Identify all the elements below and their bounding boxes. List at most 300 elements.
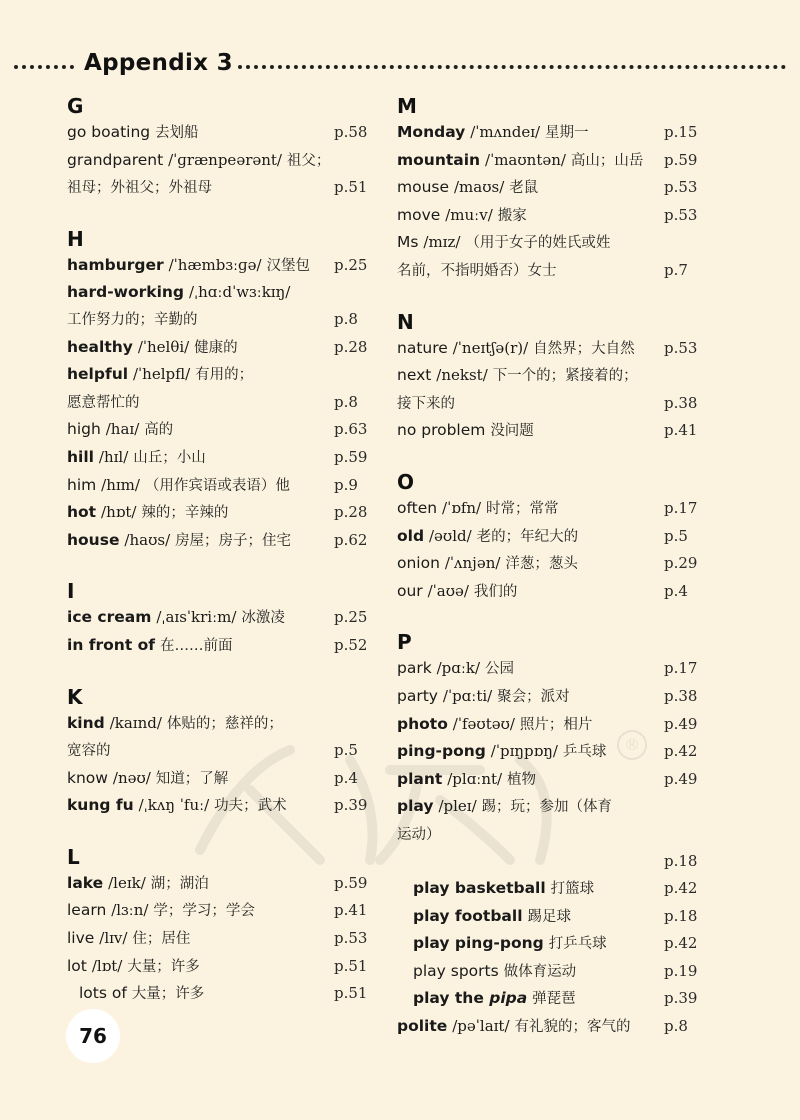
entry-line [397, 147, 699, 175]
entry-line [67, 710, 369, 738]
phonetic-transcription: /lɜːn/ [111, 901, 149, 920]
phonetic-transcription: /ˈʌnjən/ [444, 554, 501, 573]
entry-line [397, 335, 699, 363]
entry-line [67, 765, 369, 793]
headword: lots of [79, 984, 127, 1003]
glossary-entry [67, 925, 369, 953]
glossary-entry [397, 523, 699, 551]
phonetic-transcription: /nəʊ/ [112, 768, 151, 787]
headword: hot [67, 503, 97, 522]
phonetic-transcription: /hɒt/ [101, 503, 137, 522]
page-reference: p.25 [334, 608, 368, 627]
glossary-entry [397, 793, 699, 875]
headword: live [67, 929, 95, 948]
page-reference: p.63 [334, 420, 368, 439]
entry-line [397, 655, 699, 683]
page-reference: p.38 [664, 686, 698, 705]
page-number: 76 [66, 1009, 120, 1063]
entry-line [67, 792, 369, 820]
entry-line [397, 119, 699, 147]
page-reference: p.17 [664, 498, 698, 517]
entry-line [397, 848, 699, 875]
page-reference: p.59 [664, 150, 698, 169]
headword: our [397, 581, 423, 600]
glossary-entry [67, 870, 369, 898]
chinese-definition: 我们的 [473, 583, 518, 600]
phonetic-transcription: /ˈhæmbɜːɡə/ [168, 255, 262, 274]
page-reference: p.5 [664, 526, 688, 545]
phonetic-transcription: /ˈhelθi/ [137, 337, 190, 356]
phonetic-transcription: /nekst/ [436, 366, 488, 385]
page-reference: p.25 [334, 255, 368, 274]
glossary-entry [67, 710, 369, 765]
headword: next [397, 366, 432, 385]
headword: lake [67, 873, 104, 892]
chinese-definition: 踢足球 [527, 908, 571, 925]
page-reference: p.42 [664, 879, 698, 898]
glossary-entry [67, 416, 369, 444]
glossary-entry [397, 655, 699, 683]
section-letter: H [67, 226, 84, 251]
glossary-subentry [397, 875, 699, 903]
glossary-section [397, 469, 699, 605]
page-reference: p.17 [664, 659, 698, 678]
glossary-entry [397, 202, 699, 230]
phonetic-transcription: /pɑːk/ [436, 659, 481, 678]
chinese-definition: 打篮球 [550, 881, 595, 898]
entry-line [67, 925, 369, 953]
headword: healthy [67, 337, 133, 356]
phonetic-transcription: /lɒt/ [91, 956, 123, 975]
glossary-entry [397, 578, 699, 606]
chinese-definition: 弹琵琶 [532, 991, 576, 1008]
phonetic-transcription: /pleɪ/ [438, 797, 477, 816]
entry-line [397, 793, 699, 821]
appendix-title: Appendix 3 [84, 50, 233, 76]
entry-line [67, 870, 369, 898]
phonetic-transcription: /hɪm/ [101, 475, 140, 494]
entry-line [397, 985, 699, 1013]
chinese-definition: 公园 [485, 661, 515, 678]
page-reference: p.62 [334, 530, 368, 549]
entry-line [67, 953, 369, 981]
chinese-definition: 洋葱；葱头 [505, 556, 578, 573]
entry-line [397, 683, 699, 711]
headword: onion [397, 554, 440, 573]
headword: helpful [67, 365, 129, 384]
page-reference: p.19 [664, 961, 698, 980]
headword: no problem [397, 421, 486, 440]
entry-line [67, 472, 369, 500]
entry-line [397, 174, 699, 202]
headword: know [67, 768, 108, 787]
entry-line [67, 361, 369, 389]
chinese-definition: 冰激凌 [241, 610, 285, 627]
chinese-definition: 接下来的 [397, 395, 455, 412]
chinese-definition: 照片；相片 [519, 716, 593, 733]
entry-line [67, 632, 369, 660]
glossary-entry [67, 632, 369, 660]
glossary-column-left [67, 93, 369, 1032]
chinese-definition: 没问题 [490, 423, 534, 440]
headword: nature [397, 338, 448, 357]
headword: go boating [67, 123, 151, 141]
glossary-entry [397, 174, 699, 202]
chinese-definition: 名前，不指明婚否）女士 [397, 262, 557, 279]
chinese-definition: 乒乓球 [562, 744, 607, 761]
page-reference: p.28 [334, 503, 368, 522]
chinese-definition: 老鼠 [509, 180, 539, 197]
chinese-definition: 愿意帮忙的 [67, 394, 140, 411]
glossary-entry [397, 229, 699, 284]
page-reference: p.8 [334, 392, 358, 411]
phonetic-transcription: /ˈneɪtʃə(r)/ [452, 338, 529, 357]
section-letter: O [397, 469, 415, 494]
phonetic-transcription: /ˌkʌŋ ˈfuː/ [138, 796, 210, 815]
headword: high [67, 420, 101, 439]
entry-line [67, 279, 369, 306]
chinese-definition: 大量；许多 [127, 958, 200, 975]
chinese-definition: 汉堡包 [266, 257, 311, 274]
phonetic-transcription: /ˈhelpfl/ [132, 365, 191, 384]
headword: kind [67, 713, 105, 732]
glossary-subentry [397, 958, 699, 986]
section-letter: M [397, 94, 417, 118]
entry-line [67, 147, 369, 175]
phonetic-transcription: /ˈmʌndeɪ/ [470, 123, 541, 141]
headword: park [397, 659, 432, 678]
phonetic-transcription: /ˈaʊə/ [427, 581, 469, 600]
page-reference: p.49 [664, 769, 698, 788]
phonetic-transcription: /ˈɒfn/ [442, 498, 482, 517]
page-reference: p.28 [334, 337, 368, 356]
page-reference: p.4 [664, 581, 688, 600]
phonetic-transcription: /ˌaɪsˈkriːm/ [156, 608, 237, 627]
page-reference: p.41 [334, 901, 368, 920]
entry-line [67, 527, 369, 555]
section-letter: N [397, 309, 414, 334]
glossary-entry [397, 1013, 699, 1041]
chinese-definition: 湖；湖泊 [150, 875, 209, 892]
page-reference: p.39 [664, 989, 698, 1008]
headword-italic: pipa [489, 989, 528, 1008]
headword: party [397, 686, 438, 705]
entry-line [67, 980, 369, 1008]
glossary-entry [67, 334, 369, 362]
glossary-entry [397, 766, 699, 794]
page-reference: p.53 [334, 929, 368, 948]
glossary-entry [67, 499, 369, 527]
chinese-definition: 搬家 [497, 207, 527, 224]
headword: polite [397, 1017, 448, 1036]
chinese-definition: 自然界；大自然 [533, 340, 635, 357]
glossary-entry [397, 683, 699, 711]
headword: ping-pong [397, 742, 486, 761]
page-reference: p.51 [334, 984, 368, 1003]
headword: mouse [397, 178, 450, 197]
phonetic-transcription: /ˈmaʊntən/ [485, 150, 566, 169]
page-reference: p.53 [664, 205, 698, 224]
entry-line [397, 738, 699, 766]
page-reference: p.53 [664, 338, 698, 357]
section-letter: L [67, 844, 80, 869]
headword: play football [413, 906, 523, 925]
page-reference: p.51 [334, 956, 368, 975]
entry-line [397, 390, 699, 418]
registered-mark-watermark: ® [617, 730, 647, 760]
section-letter: P [397, 630, 412, 655]
chinese-definition: 有用的； [195, 367, 254, 384]
page-reference: p.8 [334, 309, 358, 328]
headword: in front of [67, 635, 156, 654]
headword: often [397, 498, 438, 517]
entry-line [397, 875, 699, 903]
chinese-definition: （用于女子的姓氏或姓 [465, 235, 611, 252]
glossary-entry [397, 738, 699, 766]
entry-line [397, 202, 699, 230]
glossary-section [67, 93, 369, 202]
glossary-section [67, 844, 369, 1008]
headword: plant [397, 769, 443, 788]
phonetic-transcription: /leɪk/ [108, 873, 146, 892]
chinese-definition: 大量；许多 [131, 986, 205, 1003]
glossary-section [67, 226, 369, 555]
section-letter: K [67, 684, 83, 709]
header-dotted-rule-right [238, 65, 786, 69]
chinese-definition: 高的 [144, 422, 174, 439]
chinese-definition: 住；居住 [132, 931, 191, 948]
headword: learn [67, 901, 107, 920]
headword: Ms [397, 233, 419, 252]
chinese-definition: 在……前面 [159, 637, 233, 654]
chinese-definition: 祖母；外祖父；外祖母 [67, 180, 212, 197]
glossary-entry [397, 550, 699, 578]
glossary-section [397, 93, 699, 285]
glossary-entry [397, 362, 699, 417]
glossary-subentry [67, 980, 369, 1008]
glossary-entry [67, 119, 369, 147]
chinese-definition: 去划船 [155, 125, 199, 141]
chinese-definition: 聚会；派对 [497, 688, 570, 705]
phonetic-transcription: /mɪz/ [423, 233, 461, 252]
chinese-definition: 功夫；武术 [214, 798, 287, 815]
phonetic-transcription: /muːv/ [445, 205, 493, 224]
phonetic-transcription: /haʊs/ [124, 530, 171, 549]
entry-line [397, 930, 699, 958]
glossary-entry [67, 147, 369, 202]
entry-line [67, 499, 369, 527]
page-reference: p.5 [334, 741, 358, 760]
headword: photo [397, 714, 448, 733]
page-reference: p.53 [664, 178, 698, 197]
page-reference: p.18 [664, 906, 698, 925]
page-reference: p.51 [334, 178, 368, 197]
headword: play the [413, 989, 490, 1008]
page-reference: p.18 [664, 852, 698, 871]
headword: ice cream [67, 608, 152, 627]
chinese-definition: 有礼貌的；客气的 [514, 1019, 631, 1036]
chinese-definition: 高山；山岳 [570, 152, 644, 169]
entry-line [67, 416, 369, 444]
page-reference: p.52 [334, 635, 368, 654]
phonetic-transcription: /ˌhɑːdˈwɜːkɪŋ/ [188, 283, 291, 302]
glossary-entry [397, 711, 699, 739]
page-reference: p.42 [664, 742, 698, 761]
page-reference: p.59 [334, 447, 368, 466]
page-reference: p.42 [664, 934, 698, 953]
entry-line [397, 550, 699, 578]
entry-line [397, 766, 699, 794]
headword: play basketball [413, 879, 546, 898]
entry-line [397, 958, 699, 986]
headword: play ping-pong [413, 934, 544, 953]
page-reference: p.4 [334, 768, 358, 787]
glossary-subentry [397, 930, 699, 958]
phonetic-transcription: /lɪv/ [99, 929, 128, 948]
chinese-definition: 房屋；房子；住宅 [175, 532, 292, 549]
phonetic-transcription: /kaɪnd/ [109, 713, 162, 732]
entry-line [397, 417, 699, 445]
chinese-definition: 体贴的；慈祥的； [166, 715, 283, 732]
glossary-entry [67, 527, 369, 555]
phonetic-transcription: /plɑːnt/ [447, 769, 503, 788]
entry-line [67, 444, 369, 472]
entry-line [397, 257, 699, 285]
page-reference: p.15 [664, 123, 698, 141]
phonetic-transcription: /maʊs/ [453, 178, 505, 197]
page-reference: p.39 [334, 796, 368, 815]
page-reference: p.49 [664, 714, 698, 733]
phonetic-transcription: /pəˈlaɪt/ [452, 1017, 510, 1036]
entry-line [397, 523, 699, 551]
glossary-entry [397, 147, 699, 175]
headword: hard-working [67, 283, 185, 302]
chinese-definition: 学；学习；学会 [153, 903, 255, 920]
glossary-column-right [397, 93, 699, 1065]
headword: mountain [397, 150, 481, 169]
headword: hill [67, 447, 94, 466]
glossary-entry [397, 335, 699, 363]
entry-line [397, 821, 699, 849]
headword: lot [67, 956, 87, 975]
chinese-definition: 踢；玩；参加（体育 [481, 799, 613, 816]
entry-line [67, 252, 369, 280]
entry-line [397, 711, 699, 739]
headword: hamburger [67, 255, 164, 274]
chinese-definition: 山丘；小山 [133, 449, 206, 466]
glossary-entry [67, 897, 369, 925]
phonetic-transcription: /ˈpɪŋpɒŋ/ [490, 742, 558, 761]
entry-line [67, 737, 369, 765]
appendix-header [0, 46, 800, 86]
glossary-section [397, 309, 699, 445]
entry-line [67, 897, 369, 925]
chinese-definition: 老的；年纪大的 [476, 528, 579, 545]
entry-line [397, 903, 699, 931]
chinese-definition: 做体育运动 [503, 963, 577, 980]
phonetic-transcription: /əʊld/ [429, 526, 472, 545]
glossary-entry [67, 792, 369, 820]
page-reference: p.9 [334, 475, 358, 494]
page-reference: p.29 [664, 554, 698, 573]
glossary-entry [397, 495, 699, 523]
entry-line [67, 306, 369, 334]
page-reference: p.41 [664, 421, 698, 440]
chinese-definition: （用作宾语或表语）他 [144, 477, 290, 494]
entry-line [397, 362, 699, 390]
headword: kung fu [67, 796, 134, 815]
glossary-subentry [397, 985, 699, 1013]
glossary-entry [67, 279, 369, 333]
glossary-entry [397, 417, 699, 445]
entry-line [67, 334, 369, 362]
headword: play [397, 797, 434, 816]
glossary-entry [67, 444, 369, 472]
glossary-entry [67, 361, 369, 416]
chinese-definition: 打乒乓球 [548, 936, 607, 953]
chinese-definition: 运动） [397, 826, 441, 843]
chinese-definition: 辣的；辛辣的 [141, 505, 229, 522]
chinese-definition: 星期一 [545, 125, 589, 141]
chinese-definition: 植物 [507, 771, 537, 788]
entry-line [397, 578, 699, 606]
chinese-definition: 知道；了解 [155, 770, 229, 787]
glossary-entry [67, 252, 369, 280]
glossary-entry [397, 119, 699, 147]
phonetic-transcription: /ˈfəʊtəʊ/ [452, 714, 515, 733]
phonetic-transcription: /hɪl/ [98, 447, 129, 466]
header-dotted-rule-left [14, 65, 74, 69]
entry-line [397, 229, 699, 257]
glossary-entry [67, 472, 369, 500]
glossary-entry [67, 953, 369, 981]
entry-line [67, 174, 369, 202]
section-letter: I [67, 579, 75, 604]
headword: move [397, 205, 441, 224]
headword: Monday [397, 123, 466, 141]
chinese-definition: 下一个的；紧接着的； [492, 368, 638, 385]
section-letter: G [67, 94, 84, 118]
glossary-entry [67, 765, 369, 793]
headword: play sports [413, 961, 499, 980]
headword: him [67, 475, 97, 494]
glossary-subentry [397, 903, 699, 931]
entry-line [67, 119, 369, 147]
chinese-definition: 工作努力的；辛勤的 [67, 311, 198, 328]
glossary-section [67, 578, 369, 659]
glossary-entry [67, 604, 369, 632]
page-reference: p.7 [664, 260, 688, 279]
glossary-section [397, 629, 699, 1040]
chinese-definition: 宽容的 [67, 743, 111, 760]
phonetic-transcription: /ˈpɑːti/ [442, 686, 493, 705]
page-reference: p.38 [664, 393, 698, 412]
phonetic-transcription: /ˈɡrænpeərənt/ [168, 150, 282, 169]
headword: house [67, 530, 120, 549]
entry-line [67, 389, 369, 417]
entry-line [67, 604, 369, 632]
chinese-definition: 祖父； [286, 152, 331, 169]
glossary-section [67, 684, 369, 820]
headword: grandparent [67, 150, 164, 169]
page-reference: p.58 [334, 123, 368, 141]
page-reference: p.59 [334, 873, 368, 892]
phonetic-transcription: /haɪ/ [105, 420, 140, 439]
headword: old [397, 526, 425, 545]
entry-line [397, 495, 699, 523]
page-reference: p.8 [664, 1017, 688, 1036]
chinese-definition: 健康的 [194, 339, 238, 356]
